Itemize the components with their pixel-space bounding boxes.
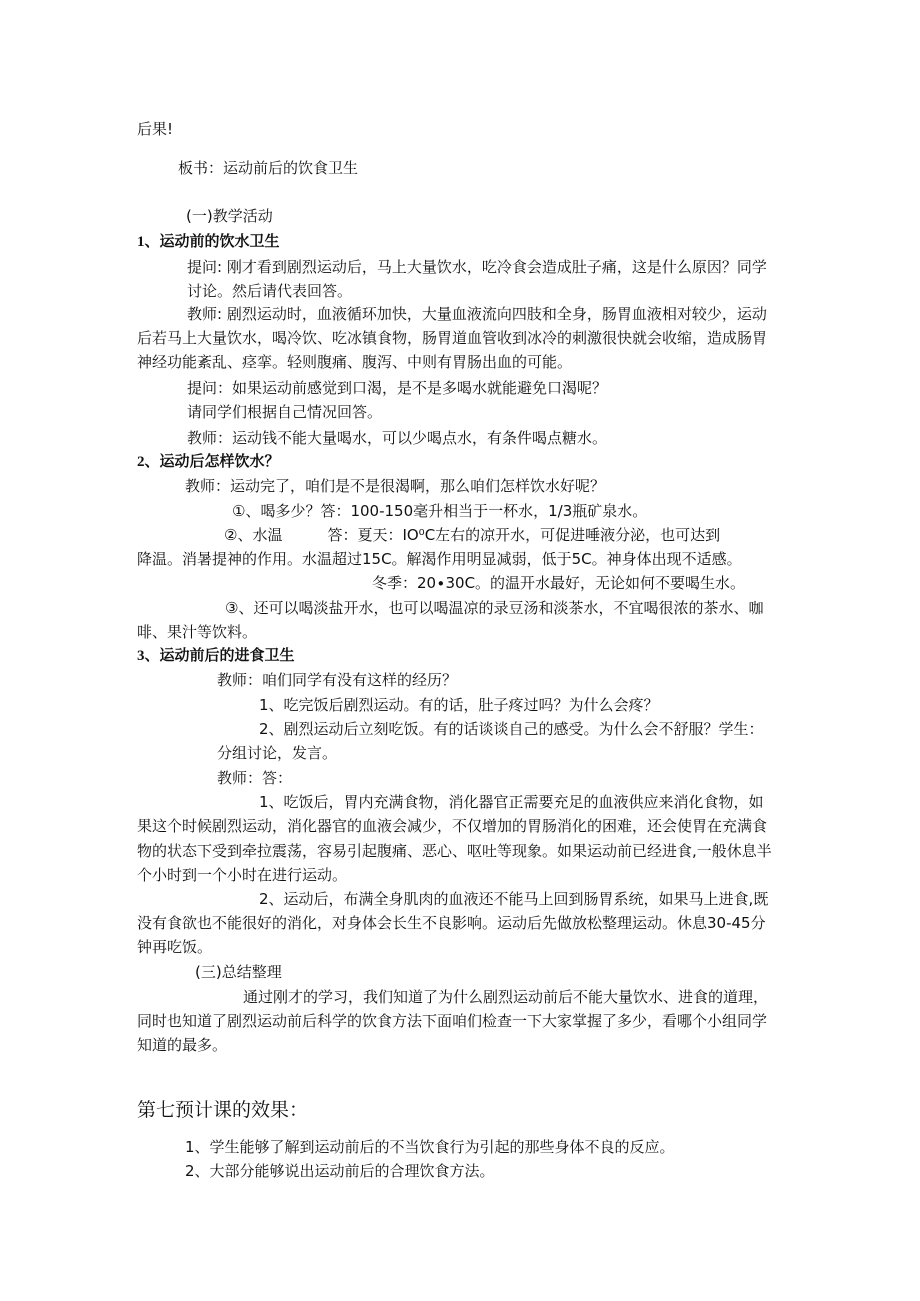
text-line: 教师：答： [217,769,293,787]
text-line: 教师：运动钱不能大量喝水，可以少喝点水，有条件喝点糖水。 [187,429,608,447]
item-heading: 3、运动前后的进食卫生 [137,648,295,664]
text-line: 没有食欲也不能很好的消化，对身体会长生不良影响。运动后先做放松整理运动。休息30-45分 [137,914,766,932]
subsection-heading: (三)总结整理 [195,963,282,981]
text-line: 1、吃饭后，胃内充满食物，消化器官正需要充足的血液供应来消化食物，如 [259,793,764,811]
text-line: 2、运动后，布满全身肌肉的血液还不能马上回到肠胃系统，如果马上进食,既 [259,890,769,908]
text-line: 提问: 刚才看到剧烈运动后，马上大量饮水，吃冷食会造成肚子痛，这是什么原因？同学 [187,258,767,276]
subsection-heading: (一)教学活动 [186,207,273,225]
text-line: 通过刚才的学习，我们知道了为什么剧烈运动前后不能大量饮水、进食的道理， [243,988,769,1006]
board-note: 板书：运动前后的饮食卫生 [178,159,359,177]
text-line: 神经功能紊乱、痉挛。轻则腹痛、腹泻、中则有胃肠出血的可能。 [137,353,573,371]
text-line: 分组讨论，发言。 [217,744,338,762]
text-line: 个小时到一个小时在进行运动。 [137,866,348,884]
text-line: 后果! [137,120,174,138]
text-line: 教师: 剧烈运动时，血液循环加快，大量血液流向四肢和全身，肠胃血液相对较少，运动 [187,305,767,323]
text-line: 冬季：20∙30C。的温开水最好，无论如何不要喝生水。 [372,574,746,592]
section-heading: 第七预计课的效果： [137,1099,309,1121]
text-line: 啡、果汁等饮料。 [137,623,258,641]
text-line: 2、剧烈运动后立刻吃饭。有的话谈谈自己的感受。为什么会不舒服？学生： [259,720,764,738]
text-line: 后若马上大量饮水，喝冷饮、吃冰镇食物，肠胃道血管收到冰冷的刺激很快就会收缩，造成肠胃 [137,329,768,347]
text-line: 教师：运动完了，咱们是不是很渴啊，那么咱们怎样饮水好呢？ [185,477,606,495]
text-line: 降温。消暑提神的作用。水温超过15C。解渴作用明显减弱，低于5C。神身体出现不适感。 [137,550,742,568]
text-line: 知道的最多。 [137,1036,228,1054]
text-line: 教师：咱们同学有没有这样的经历？ [217,671,458,689]
text-line: 提问：如果运动前感觉到口渴，是不是多喝水就能避免口渴呢？ [187,379,608,397]
text-line: 钟再吃饭。 [137,938,213,956]
item-heading: 1、运动前的饮水卫生 [137,234,280,250]
text-line: ②、水温 答：夏天：IO⁰C左右的凉开水，可促进唾液分泌，也可达到 [224,526,721,544]
text-line: ①、喝多少？答：100-150毫升相当于一杯水，1/3瓶矿泉水。 [232,502,648,520]
text-line: 请同学们根据自己情况回答。 [187,403,383,421]
text-line: 同时也知道了剧烈运动前后科学的饮食方法下面咱们检查一下大家掌握了多少，看哪个小组同学 [137,1012,768,1030]
effect-item: 1、学生能够了解到运动前后的不当饮食行为引起的那些身体不良的反应。 [185,1138,675,1156]
effect-item: 2、大部分能够说出运动前后的合理饮食方法。 [185,1162,495,1180]
text-line: 物的状态下受到牵拉震荡，容易引起腹痛、恶心、呕吐等现象。如果运动前已经进食,一般休息半 [137,842,772,860]
item-heading: 2、运动后怎样饮水？ [137,454,280,470]
text-line: 1、吃完饭后剧烈运动。有的话，肚子疼过吗？为什么会疼？ [259,696,659,714]
text-line: ③、还可以喝淡盐开水，也可以喝温凉的录豆汤和淡茶水，不宜喝很浓的茶水、咖 [225,599,764,617]
text-line: 讨论。然后请代表回答。 [187,282,353,300]
text-line: 果这个时候剧烈运动，消化器官的血液会减少，不仅增加的胃肠消化的困难，还会使胃在充满食 [137,817,768,835]
